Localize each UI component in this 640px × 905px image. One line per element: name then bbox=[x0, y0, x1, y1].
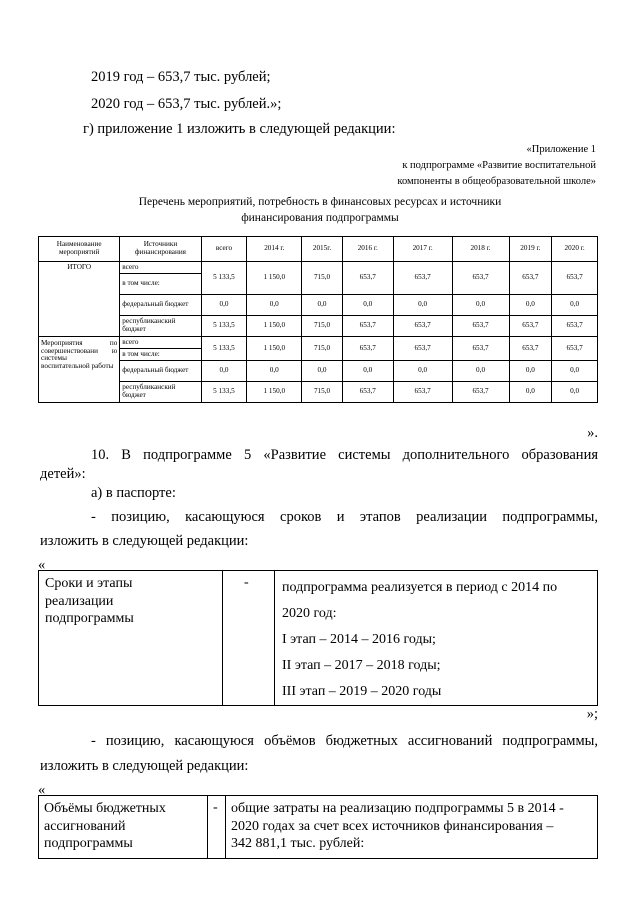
value-cell: 0,0 bbox=[552, 382, 598, 403]
source-cell: всего bbox=[120, 337, 201, 349]
budget-allocation-table bbox=[38, 795, 598, 859]
header-cell: всего bbox=[201, 237, 247, 262]
header-cell: 2014 г. bbox=[247, 237, 302, 262]
appendix-line-1: «Приложение 1 bbox=[526, 144, 596, 155]
value-cell: 1 150,0 bbox=[247, 262, 302, 295]
value-cell: 5 133,5 bbox=[201, 382, 247, 403]
value-cell: 0,0 bbox=[302, 295, 343, 316]
value-cell: 5 133,5 bbox=[201, 262, 247, 295]
terms-stages-table bbox=[38, 570, 598, 706]
value-cell: 0,0 bbox=[247, 361, 302, 382]
header-cell: 2017 г. bbox=[393, 237, 452, 262]
value-cell: 1 150,0 bbox=[247, 337, 302, 361]
value-cell: 653,7 bbox=[552, 316, 598, 337]
budget-content-line: общие затраты на реализацию подпрограммы 5 в 2014 - bbox=[231, 801, 564, 816]
section10-line-1: 10. В подпрограмме 5 «Развитие системы дополнительного образования bbox=[91, 447, 598, 463]
budget-label-line: подпрограммы bbox=[44, 836, 133, 851]
source-cell: в том числе: bbox=[120, 349, 201, 361]
value-cell: 0,0 bbox=[393, 361, 452, 382]
value-cell: 0,0 bbox=[201, 361, 247, 382]
value-cell: 653,7 bbox=[342, 316, 393, 337]
appendix-line-2: к подпрограмме «Развитие воспитательной bbox=[402, 159, 596, 171]
value-cell: 653,7 bbox=[452, 316, 509, 337]
intro-line-2019: 2019 год – 653,7 тыс. рублей; bbox=[91, 69, 271, 85]
value-cell: 0,0 bbox=[509, 295, 552, 316]
list-title-line-2: финансирования подпрограммы bbox=[241, 211, 399, 224]
source-cell: республиканский бюджет bbox=[120, 316, 201, 337]
box2-open-quote: « bbox=[38, 782, 46, 798]
header-cell: Наименование мероприятий bbox=[39, 237, 120, 262]
terms-content-line: II этап – 2017 – 2018 годы; bbox=[282, 658, 441, 673]
value-cell: 653,7 bbox=[509, 337, 552, 361]
value-cell: 653,7 bbox=[552, 337, 598, 361]
value-cell: 1 150,0 bbox=[247, 382, 302, 403]
value-cell: 653,7 bbox=[552, 262, 598, 295]
terms-label-line: подпрограммы bbox=[45, 611, 134, 626]
value-cell: 653,7 bbox=[393, 382, 452, 403]
terms-content-line: I этап – 2014 – 2016 годы; bbox=[282, 632, 436, 647]
header-cell: 2015г. bbox=[302, 237, 343, 262]
value-cell: 0,0 bbox=[452, 361, 509, 382]
value-cell: 0,0 bbox=[201, 295, 247, 316]
measures-table bbox=[38, 236, 598, 403]
value-cell: 715,0 bbox=[302, 316, 343, 337]
budget-dash: - bbox=[213, 800, 218, 815]
value-cell: 653,7 bbox=[452, 262, 509, 295]
value-cell: 1 150,0 bbox=[247, 316, 302, 337]
value-cell: 0,0 bbox=[509, 382, 552, 403]
header-cell: Источники финансирования bbox=[120, 237, 201, 262]
terms-content bbox=[282, 575, 557, 705]
value-cell: 653,7 bbox=[393, 316, 452, 337]
position2-line-1: - позицию, касающуюся объёмов бюджетных ассигнований подпрограммы, bbox=[91, 733, 598, 749]
terms-dash: - bbox=[244, 575, 249, 590]
budget-content-line: 2020 годах за счет всех источников финансирования – bbox=[231, 818, 554, 834]
intro-item-g: г) приложение 1 изложить в следующей редакции: bbox=[83, 121, 396, 137]
group-name-cell: Мероприятия по совершенствовани ю системы воспитательной работы bbox=[39, 337, 120, 403]
source-cell: федеральный бюджет bbox=[120, 295, 201, 316]
section10-item-a: а) в паспорте: bbox=[91, 485, 176, 501]
terms-label-line: реализации bbox=[45, 593, 114, 609]
appendix-line-3: компоненты в общеобразовательной школе» bbox=[397, 175, 596, 187]
position1-line-2: изложить в следующей редакции: bbox=[40, 533, 249, 549]
terms-content-line: подпрограмма реализуется в период с 2014 по bbox=[282, 580, 558, 595]
value-cell: 653,7 bbox=[393, 337, 452, 361]
terms-label-line: Сроки и этапы bbox=[45, 576, 133, 591]
value-cell: 0,0 bbox=[552, 295, 598, 316]
intro-line-2020: 2020 год – 653,7 тыс. рублей.»; bbox=[91, 96, 282, 112]
value-cell: 653,7 bbox=[342, 262, 393, 295]
value-cell: 653,7 bbox=[342, 337, 393, 361]
budget-content-line: 342 881,1 тыс. рублей: bbox=[231, 836, 365, 851]
source-cell: федеральный бюджет bbox=[120, 361, 201, 382]
value-cell: 653,7 bbox=[452, 337, 509, 361]
header-cell: 2016 г. bbox=[342, 237, 393, 262]
budget-content bbox=[231, 800, 564, 853]
source-cell: в том числе: bbox=[120, 274, 201, 295]
value-cell: 5 133,5 bbox=[201, 316, 247, 337]
position2-line-2: изложить в следующей редакции: bbox=[40, 758, 249, 774]
value-cell: 653,7 bbox=[342, 382, 393, 403]
value-cell: 715,0 bbox=[302, 382, 343, 403]
table-row bbox=[39, 337, 598, 349]
section10-line-2: детей»: bbox=[40, 466, 86, 482]
value-cell: 715,0 bbox=[302, 262, 343, 295]
value-cell: 0,0 bbox=[393, 295, 452, 316]
budget-label bbox=[44, 800, 166, 853]
table-row bbox=[39, 316, 598, 337]
terms-label bbox=[45, 575, 134, 628]
value-cell: 0,0 bbox=[342, 361, 393, 382]
value-cell: 0,0 bbox=[509, 361, 552, 382]
budget-label-line: ассигнований bbox=[44, 818, 126, 834]
box1-close: »; bbox=[586, 706, 598, 722]
table-row bbox=[39, 262, 598, 274]
value-cell: 0,0 bbox=[452, 295, 509, 316]
terms-content-line: 2020 год: bbox=[282, 606, 337, 621]
value-cell: 653,7 bbox=[393, 262, 452, 295]
header-cell: 2019 г. bbox=[509, 237, 552, 262]
table-row bbox=[39, 295, 598, 316]
table-closing-quote: ». bbox=[587, 425, 598, 441]
table-row bbox=[39, 382, 598, 403]
terms-content-line: III этап – 2019 – 2020 годы bbox=[282, 684, 442, 699]
value-cell: 653,7 bbox=[509, 262, 552, 295]
value-cell: 0,0 bbox=[342, 295, 393, 316]
value-cell: 0,0 bbox=[247, 295, 302, 316]
source-cell: всего bbox=[120, 262, 201, 274]
source-cell: республиканский бюджет bbox=[120, 382, 201, 403]
group-name-cell: ИТОГО bbox=[39, 262, 120, 337]
list-title-line-1: Перечень мероприятий, потребность в финансовых ресурсах и источники bbox=[138, 196, 502, 208]
appendix-header bbox=[397, 142, 596, 189]
value-cell: 5 133,5 bbox=[201, 337, 247, 361]
position1-line-1: - позицию, касающуюся сроков и этапов реализации подпрограммы, bbox=[91, 509, 598, 525]
value-cell: 653,7 bbox=[452, 382, 509, 403]
table-header-row bbox=[39, 237, 598, 262]
header-cell: 2018 г. bbox=[452, 237, 509, 262]
box1-open-quote: « bbox=[38, 557, 46, 573]
value-cell: 715,0 bbox=[302, 337, 343, 361]
table-row bbox=[39, 361, 598, 382]
budget-label-line: Объёмы бюджетных bbox=[44, 801, 166, 816]
header-cell: 2020 г. bbox=[552, 237, 598, 262]
value-cell: 0,0 bbox=[302, 361, 343, 382]
value-cell: 653,7 bbox=[509, 316, 552, 337]
value-cell: 0,0 bbox=[552, 361, 598, 382]
list-title bbox=[0, 195, 640, 226]
